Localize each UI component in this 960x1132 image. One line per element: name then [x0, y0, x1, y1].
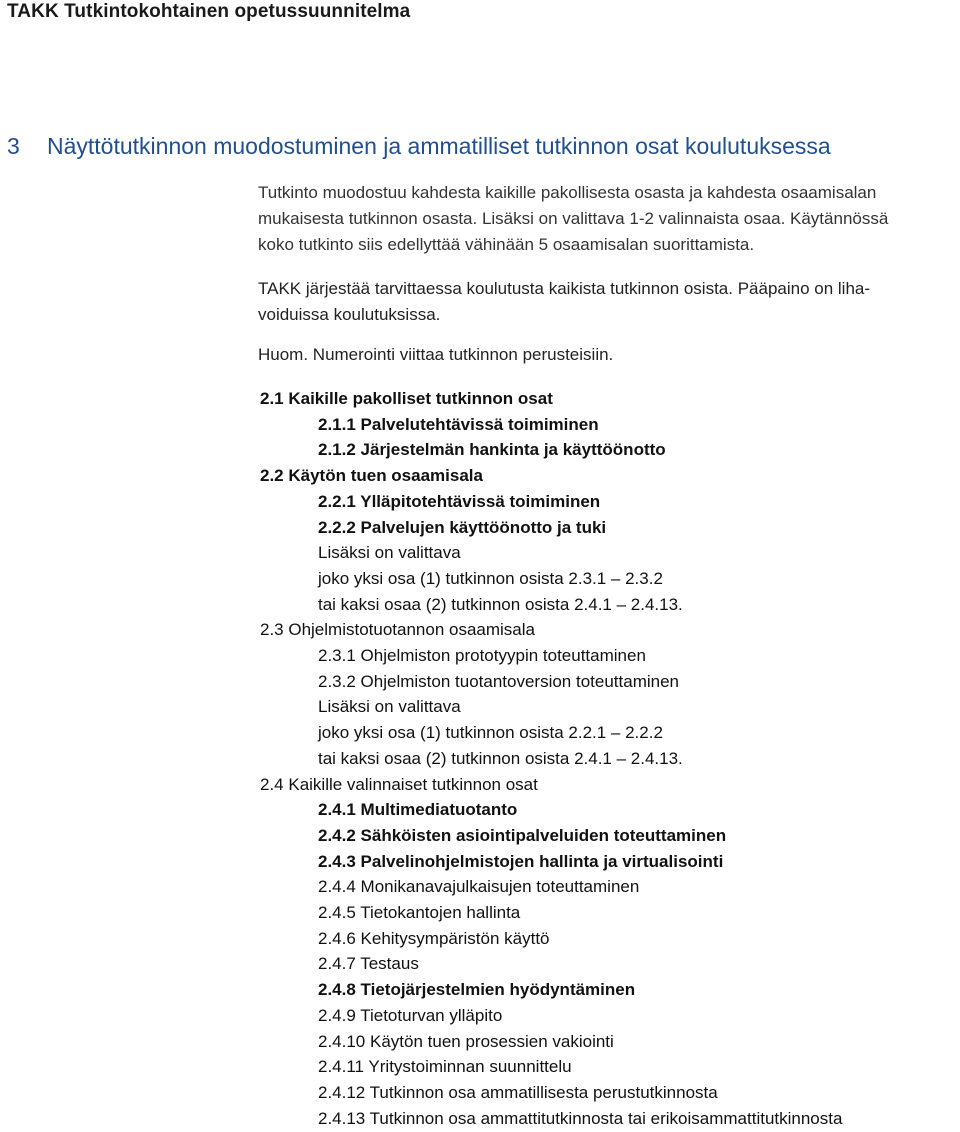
outline-item: 2.4.13 Tutkinnon osa ammattitutkinnosta tai erikoisammattitutkinnosta	[318, 1108, 843, 1128]
intro-paragraph-line: Tutkinto muodostuu kahdesta kaikille pakollisesta osasta ja kahdesta osaamisalan	[258, 183, 877, 202]
outline-item: 2.2.1 Ylläpitotehtävissä toimiminen	[318, 491, 601, 511]
outline-item: 2.4.4 Monikanavajulkaisujen toteuttaminen	[318, 877, 640, 897]
outline-item: 2.4.9 Tietoturvan ylläpito	[318, 1005, 503, 1025]
training-paragraph-line: TAKK järjestää tarvittaessa koulutusta kaikista tutkinnon osista. Pääpaino on liha-	[258, 279, 871, 298]
outline-item: 2.4.12 Tutkinnon osa ammatillisesta perustutkinnosta	[318, 1082, 718, 1102]
outline-item: 2.4.10 Käytön tuen prosessien vakiointi	[318, 1031, 614, 1051]
section-title: Näyttötutkinnon muodostuminen ja ammatilliset tutkinnon osat koulutuksessa	[47, 133, 831, 159]
outline-item: 2.4.2 Sähköisten asiointipalveluiden toteuttaminen	[318, 825, 727, 845]
outline-item: 2.3.1 Ohjelmiston prototyypin toteuttaminen	[318, 646, 646, 665]
outline-item: 2.1.1 Palvelutehtävissä toimiminen	[318, 414, 599, 434]
outline-item: 2.2.2 Palvelujen käyttöönotto ja tuki	[318, 517, 607, 537]
outline-item: joko yksi osa (1) tutkinnon osista 2.3.1 – 2.3.2	[318, 568, 663, 588]
intro-paragraph-line: koko tutkinto siis edellyttää vähinään 5 osaamisalan suorittamista.	[258, 235, 755, 254]
outline-item: 2.4.6 Kehitysympäristön käyttö	[318, 928, 550, 948]
outline-section: 2.1 Kaikille pakolliset tutkinnon osat	[260, 389, 553, 408]
outline-item: 2.4.1 Multimediatuotanto	[318, 800, 518, 820]
outline-section: 2.3 Ohjelmistotuotannon osaamisala	[260, 620, 535, 640]
outline-item: tai kaksi osaa (2) tutkinnon osista 2.4.1 – 2.4.13.	[318, 748, 683, 768]
training-paragraph-line: voiduissa koulutuksissa.	[258, 305, 441, 324]
outline-item: joko yksi osa (1) tutkinnon osista 2.2.1 – 2.2.2	[318, 723, 663, 743]
outline-item: Lisäksi on valittava	[318, 697, 461, 717]
outline-item: 2.4.5 Tietokantojen hallinta	[318, 903, 521, 922]
outline-section: 2.4 Kaikille valinnaiset tutkinnon osat	[260, 774, 538, 794]
outline-item: Lisäksi on valittava	[318, 543, 461, 563]
page-header: TAKK Tutkintokohtainen opetussuunnitelma	[7, 1, 411, 22]
outline-item: 2.4.3 Palvelinohjelmistojen hallinta ja virtualisointi	[318, 851, 724, 871]
outline-item: 2.3.2 Ohjelmiston tuotantoversion toteuttaminen	[318, 671, 679, 691]
section-number: 3	[7, 133, 20, 159]
intro-paragraph-line: mukaisesta tutkinnon osasta. Lisäksi on valittava 1-2 valinnaista osaa. Käytännössä	[258, 209, 889, 228]
outline-section: 2.2 Käytön tuen osaamisala	[260, 466, 483, 486]
outline-item: tai kaksi osaa (2) tutkinnon osista 2.4.1 – 2.4.13.	[318, 594, 683, 614]
outline-item: 2.4.7 Testaus	[318, 954, 419, 974]
section-heading	[7, 133, 831, 160]
outline-item: 2.4.11 Yritystoiminnan suunnittelu	[318, 1057, 572, 1077]
note-paragraph: Huom. Numerointi viittaa tutkinnon perusteisiin.	[258, 345, 614, 364]
outline-item: 2.4.8 Tietojärjestelmien hyödyntäminen	[318, 980, 636, 1000]
outline-item: 2.1.2 Järjestelmän hankinta ja käyttöönotto	[318, 440, 666, 460]
